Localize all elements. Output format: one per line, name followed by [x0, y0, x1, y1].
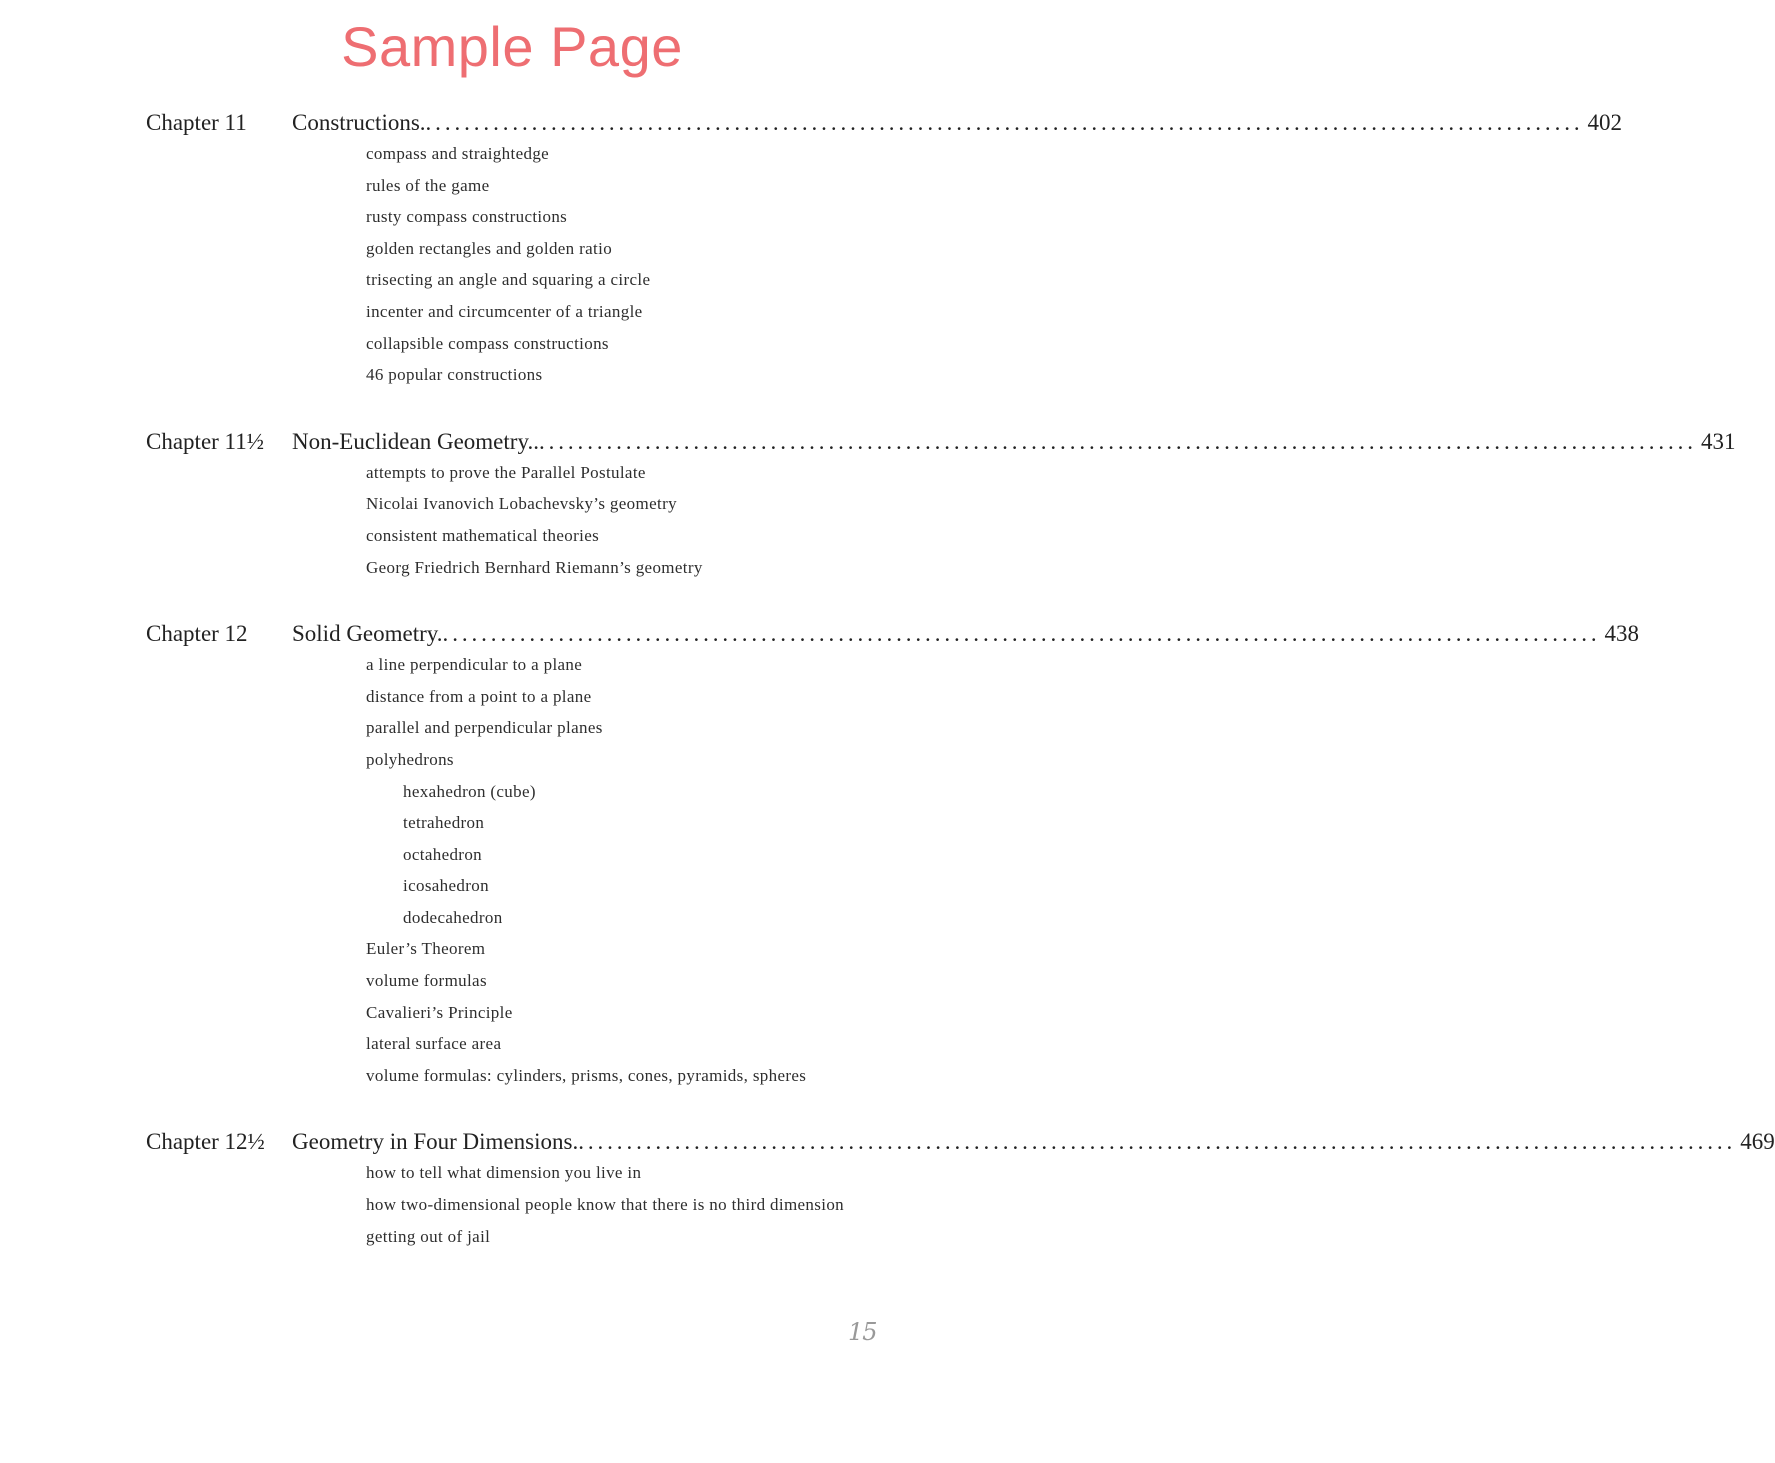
chapter-title: Solid Geometry. [292, 621, 443, 647]
topic-item: collapsible compass constructions [366, 333, 609, 353]
subtopic-item: icosahedron [403, 876, 489, 896]
chapter-12-entry [0, 617, 1640, 1093]
topic-item: Cavalieri’s Principle [366, 1002, 513, 1022]
topic-item: Nicolai Ivanovich Lobachevsky’s geometry [366, 494, 677, 514]
dot-leader: ........................................................................................................................ [538, 428, 1697, 454]
chapter-label: Chapter 11½ [146, 428, 264, 454]
chapter-11-entry [0, 106, 1623, 393]
chapter-title: Constructions. [292, 110, 426, 135]
chapter-label: Chapter 12 [146, 621, 248, 647]
chapter-heading-row [0, 617, 1640, 651]
chapter-heading-row [0, 425, 1736, 459]
topic-list [0, 140, 1024, 393]
dot-leader: ........................................................................................................................ [442, 621, 1601, 647]
topic-item: lateral surface area [366, 1034, 502, 1054]
topic-list [0, 459, 1024, 585]
chapter-page-number: 438 [1604, 621, 1640, 647]
chapter-title: Geometry in Four Dimensions. [292, 1129, 579, 1155]
chapter-label: Chapter 12½ [146, 1129, 265, 1155]
topic-item: parallel and perpendicular planes [366, 718, 603, 738]
table-of-contents [0, 106, 1775, 1286]
topic-item: Georg Friedrich Bernhard Riemann’s geometry [366, 557, 703, 577]
chapter-heading-row [0, 1125, 1775, 1159]
dot-leader: ........................................................................................................................ [425, 110, 1584, 135]
topic-item: getting out of jail [366, 1226, 491, 1246]
chapter-title: Non-Euclidean Geometry.. [292, 428, 539, 454]
dot-leader: ........................................................................................................................ [578, 1129, 1737, 1155]
topic-item: rusty compass constructions [366, 207, 568, 227]
subtopic-item: hexahedron (cube) [403, 781, 536, 801]
chapter-page-number: 469 [1740, 1129, 1775, 1155]
topic-item: trisecting an angle and squaring a circle [366, 270, 651, 290]
topic-item: a line perpendicular to a plane [366, 655, 583, 675]
topic-item: how two-dimensional people know that there is no third dimension [366, 1195, 845, 1215]
chapter-title-leader [292, 1125, 1775, 1159]
topic-item: golden rectangles and golden ratio [366, 238, 613, 258]
subtopic-item: tetrahedron [403, 813, 485, 833]
topic-item: how to tell what dimension you live in [366, 1163, 642, 1183]
topic-item: rules of the game [366, 175, 490, 195]
chapter-12-half-entry [0, 1125, 1775, 1254]
chapter-title-leader [292, 617, 1640, 651]
topic-item: attempts to prove the Parallel Postulate [366, 462, 646, 482]
chapter-title-leader [292, 106, 1623, 140]
page-number-folio: 15 [848, 1318, 877, 1346]
topic-item: volume formulas: cylinders, prisms, cones, pyramids, spheres [366, 1065, 807, 1085]
chapter-11-half-entry [0, 425, 1736, 585]
topic-item: distance from a point to a plane [366, 686, 592, 706]
chapter-title-leader [292, 425, 1736, 459]
topic-item: consistent mathematical theories [366, 525, 600, 545]
watermark-sample-page: Sample Page [341, 15, 683, 78]
topic-item: Euler’s Theorem [366, 939, 486, 959]
chapter-page-number: 431 [1700, 428, 1736, 454]
subtopic-item: octahedron [403, 844, 483, 864]
topic-item: volume formulas [366, 971, 487, 991]
subtopic-item: dodecahedron [403, 907, 503, 927]
chapter-heading-row [0, 106, 1623, 140]
topic-item: 46 popular constructions [366, 365, 543, 385]
topic-item: polyhedrons [366, 749, 454, 769]
chapter-label: Chapter 11 [146, 110, 247, 135]
topic-list [0, 651, 1024, 1093]
chapter-page-number: 402 [1587, 110, 1623, 135]
topic-item: compass and straightedge [366, 144, 550, 163]
topic-item: incenter and circumcenter of a triangle [366, 301, 643, 321]
topic-list [0, 1159, 1024, 1254]
